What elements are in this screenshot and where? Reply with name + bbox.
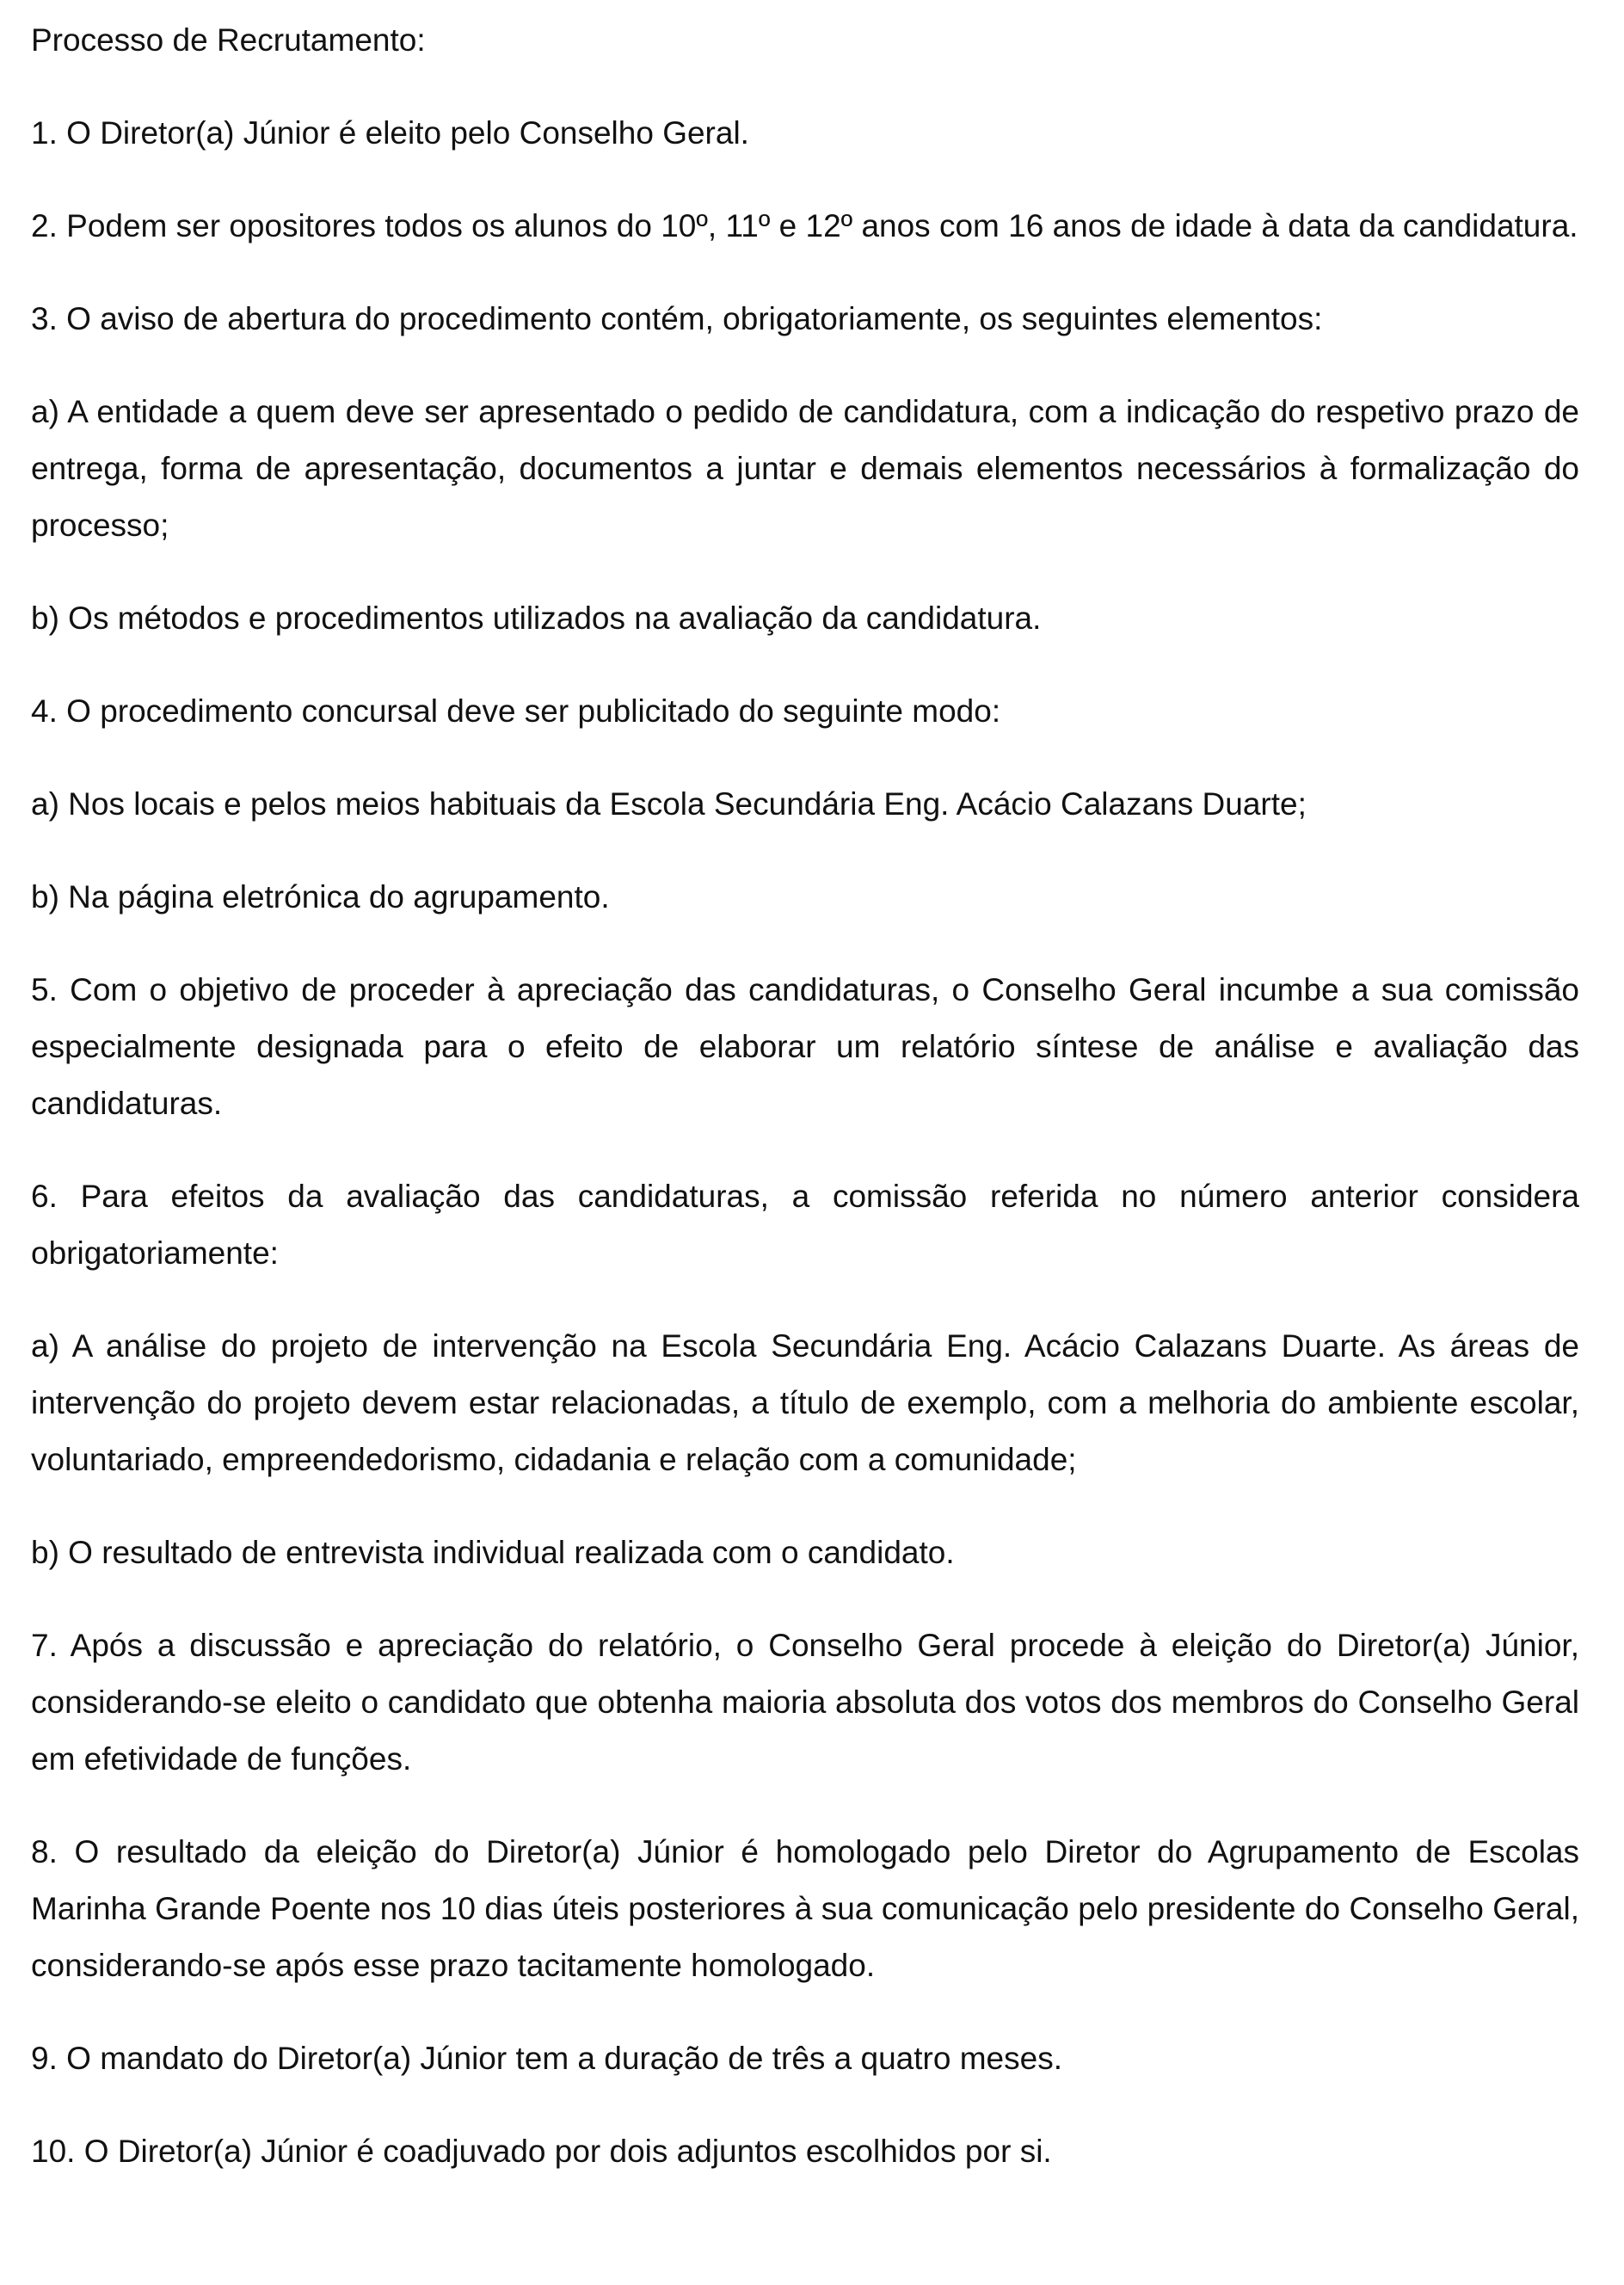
document-title: Processo de Recrutamento: [31, 22, 426, 58]
paragraph-4a: a) Nos locais e pelos meios habituais da Escola Secundária Eng. Acácio Calazans Duarte; [31, 786, 1307, 822]
paragraph-4: 4. O procedimento concursal deve ser publicitado do seguinte modo: [31, 693, 1001, 729]
paragraph-5: 5. Com o objetivo de proceder à apreciação das candidaturas, o Conselho Geral incumbe a sua comissão especialmente designada para o efeito de elaborar um relatório síntese de análise e avaliação das candidaturas. [31, 972, 1579, 1121]
document-page [31, 12, 1579, 2216]
paragraph-3a: a) A entidade a quem deve ser apresentado o pedido de candidatura, com a indicação do respetivo prazo de entrega, forma de apresentação, documentos a juntar e demais elementos necessários à formalização do processo; [31, 394, 1579, 543]
paragraph-6: 6. Para efeitos da avaliação das candidaturas, a comissão referida no número anterior considera obrigatoriamente: [31, 1179, 1579, 1271]
paragraph-10: 10. O Diretor(a) Júnior é coadjuvado por dois adjuntos escolhidos por si. [31, 2134, 1052, 2169]
paragraph-3b: b) Os métodos e procedimentos utilizados na avaliação da candidatura. [31, 601, 1042, 636]
paragraph-6b: b) O resultado de entrevista individual realizada com o candidato. [31, 1535, 955, 1570]
paragraph-3: 3. O aviso de abertura do procedimento contém, obrigatoriamente, os seguintes elementos: [31, 301, 1323, 336]
paragraph-8: 8. O resultado da eleição do Diretor(a) Júnior é homologado pelo Diretor do Agrupamento de Escolas Marinha Grande Poente nos 10 dias úteis posteriores à sua comunicação pelo presidente do Conselho Geral, considerando-se após esse prazo tacitamente homologado. [31, 1834, 1579, 1983]
paragraph-2: 2. Podem ser opositores todos os alunos do 10º, 11º e 12º anos com 16 anos de idade à data da candidatura. [31, 208, 1578, 243]
paragraph-7: 7. Após a discussão e apreciação do relatório, o Conselho Geral procede à eleição do Diretor(a) Júnior, considerando-se eleito o candidato que obtenha maioria absoluta dos votos dos membros do Conselho Geral em efetividade de funções. [31, 1628, 1579, 1777]
paragraph-9: 9. O mandato do Diretor(a) Júnior tem a duração de três a quatro meses. [31, 2041, 1062, 2076]
paragraph-4b: b) Na página eletrónica do agrupamento. [31, 879, 610, 915]
paragraph-6a: a) A análise do projeto de intervenção na Escola Secundária Eng. Acácio Calazans Duarte. As áreas de intervenção do projeto devem estar relacionadas, a título de exemplo, com a melhoria do ambiente escolar, voluntariado, empreendedorismo, cidadania e relação com a comunidade; [31, 1328, 1579, 1477]
paragraph-1: 1. O Diretor(a) Júnior é eleito pelo Conselho Geral. [31, 115, 749, 151]
